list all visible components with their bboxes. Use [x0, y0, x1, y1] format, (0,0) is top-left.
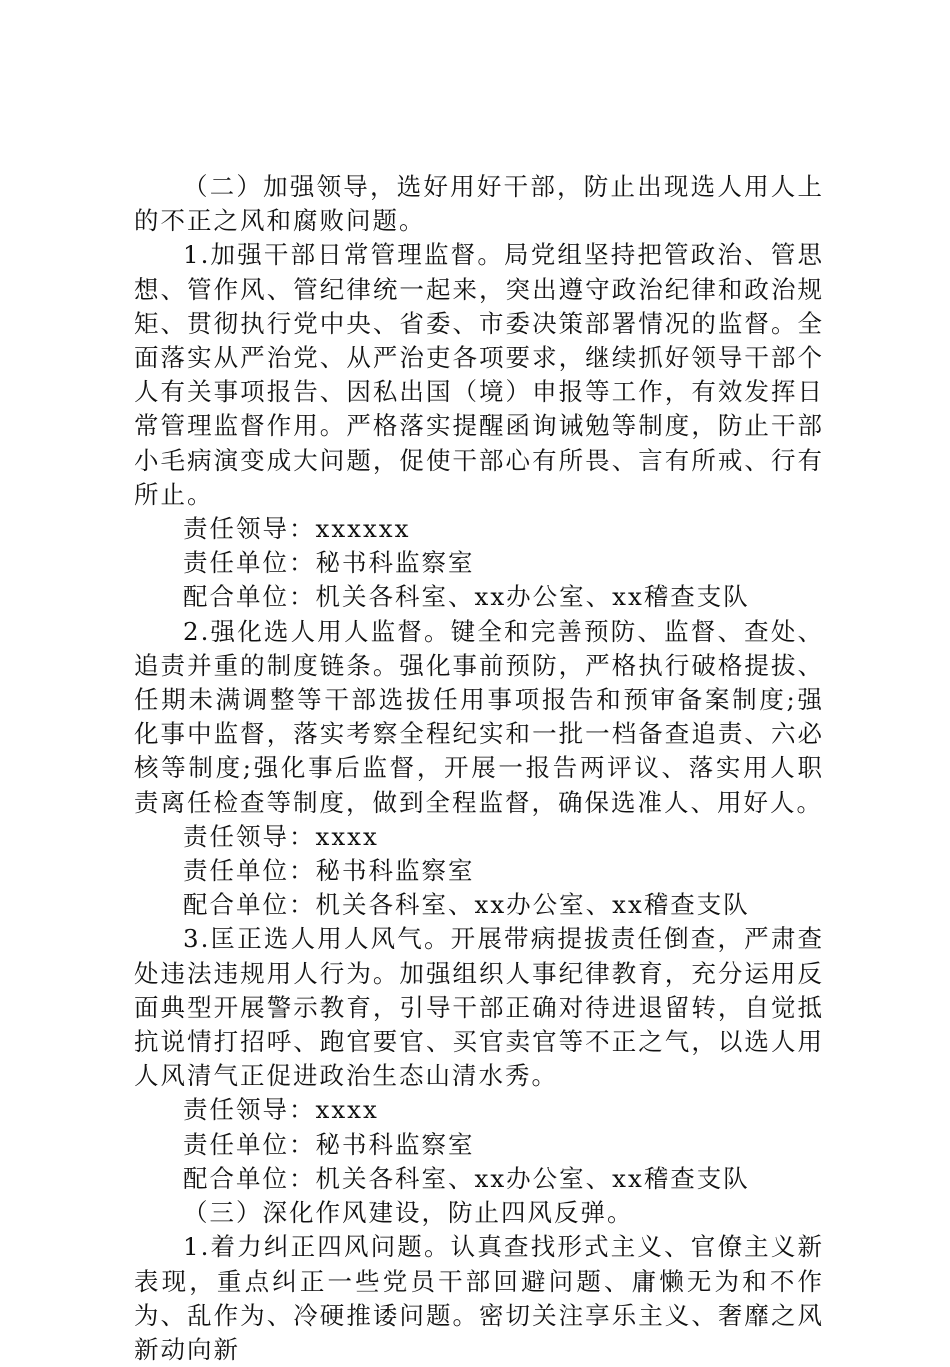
- paragraph-item-2: 2.强化选人用人监督。键全和完善预防、监督、查处、追责并重的制度链条。强化事前预防，严格执行破格提拔、任期未满调整等干部选拔任用事项报告和预审备案制度;强化事中监督，落实考察全程纪实和一批一档备查追责、六必核等制度;强化事后监督，开展一报告两评议、落实用人职责离任检查等制度，做到全程监督，确保选准人、用好人。: [134, 616, 824, 817]
- responsible-unit: 责任单位：秘书科监察室: [183, 548, 475, 578]
- cooperating-unit: 配合单位：机关各科室、xx办公室、xx稽查支队: [183, 1163, 750, 1193]
- section-heading-3: （三）深化作风建设，防止四风反弹。: [183, 1198, 634, 1228]
- responsible-unit: 责任单位：秘书科监察室: [183, 1129, 475, 1159]
- responsible-leader: 责任领导：xxxx: [183, 821, 379, 851]
- paragraph-item-3: 3.匡正选人用人风气。开展带病提拔责任倒查，严肃查处违法违规用人行为。加强组织人事纪律教育，充分运用反面典型开展警示教育，引导干部正确对待进退留转，自觉抵抗说情打招呼、跑官要官、买官卖官等不正之气，以选人用人风清气正促进政治生态山清水秀。: [134, 924, 824, 1091]
- section-heading-2: （二）加强领导，选好用好干部，防止出现选人用人上的不正之风和腐败问题。: [134, 172, 824, 236]
- responsible-unit: 责任单位：秘书科监察室: [183, 856, 475, 886]
- cooperating-unit: 配合单位：机关各科室、xx办公室、xx稽查支队: [183, 890, 750, 920]
- responsible-leader: 责任领导：xxxx: [183, 1095, 379, 1125]
- document-body: [134, 170, 824, 1367]
- responsible-leader: 责任领导：xxxxxx: [183, 514, 411, 544]
- cooperating-unit: 配合单位：机关各科室、xx办公室、xx稽查支队: [183, 582, 750, 612]
- paragraph-item-1: 1.着力纠正四风问题。认真查找形式主义、官僚主义新表现，重点纠正一些党员干部回避问题、庸懒无为和不作为、乱作为、冷硬推诿问题。密切关注享乐主义、奢靡之风新动向新: [134, 1232, 824, 1364]
- paragraph-item-1: 1.加强干部日常管理监督。局党组坚持把管政治、管思想、管作风、管纪律统一起来，突出遵守政治纪律和政治规矩、贯彻执行党中央、省委、市委决策部署情况的监督。全面落实从严治党、从严治吏各项要求，继续抓好领导干部个人有关事项报告、因私出国（境）申报等工作，有效发挥日常管理监督作用。严格落实提醒函询诫勉等制度，防止干部小毛病演变成大问题，促使干部心有所畏、言有所戒、行有所止。: [134, 240, 824, 509]
